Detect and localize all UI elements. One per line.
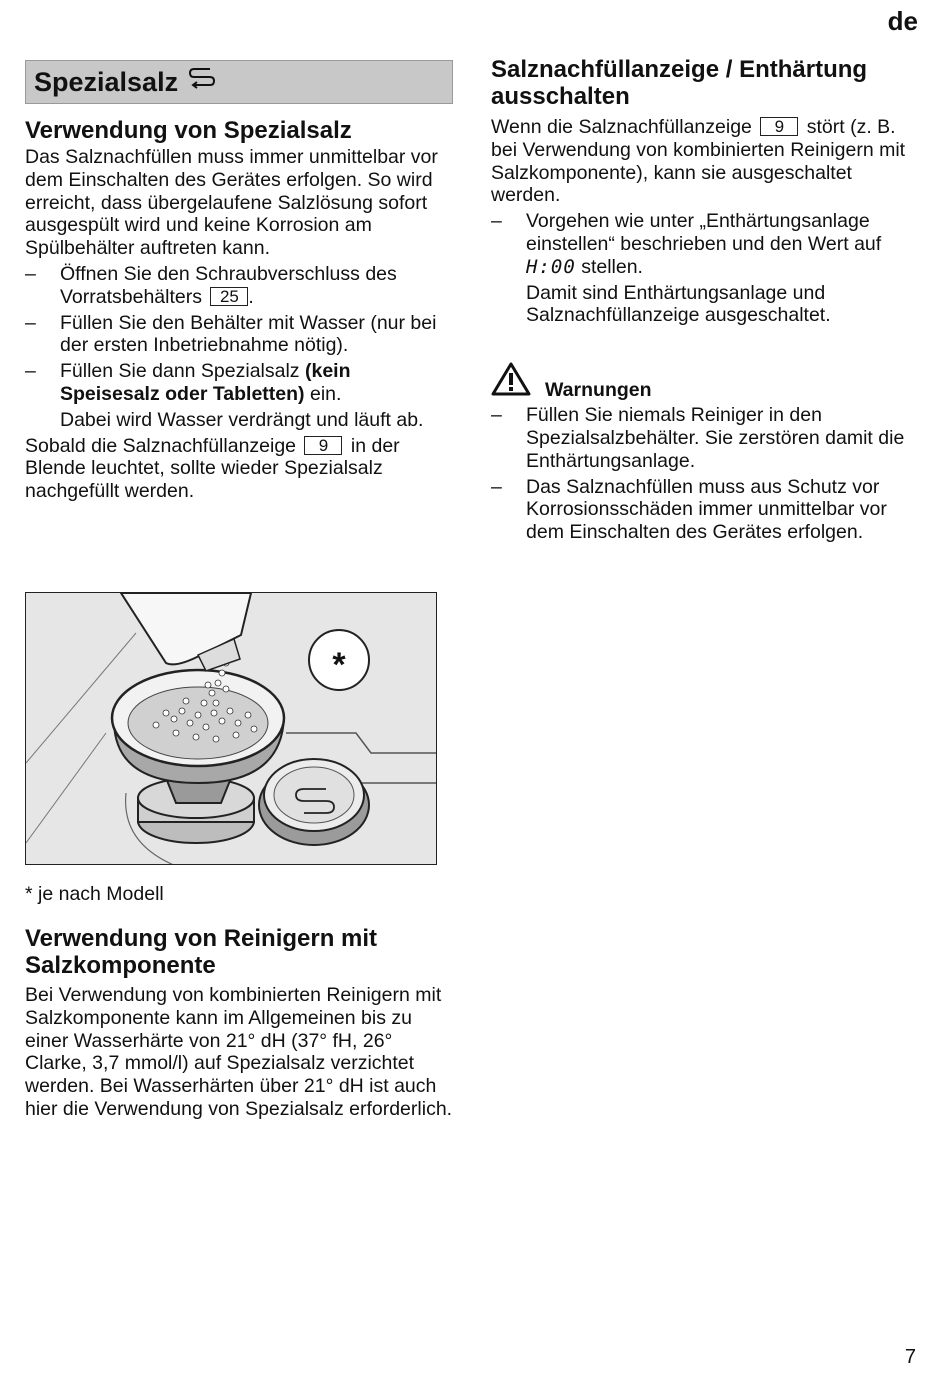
- step-disable-note: Damit sind Enthärtungsanlage und Salznachfüllanzeige ausgeschaltet.: [526, 281, 831, 327]
- warning-item-2: – Das Salznachfüllen muss aus Schutz vor Korrosionsschäden immer unmittelbar vor dem Einschalten des Gerätes erfolgen.: [491, 476, 921, 544]
- step-fill-salt-warning: (kein Speisesalz oder Tabletten): [60, 360, 351, 405]
- cleaner-body: Bei Verwendung von kombinierten Reinigern mit Salzkomponente kann im Allgemeinen bis zu einer Wasserhärte von 21° dH (37° fH, 26° Clarke, 3,7 mmol/l) auf Spezialsalz verzichtet werden. Bei Wasserhärten über 21° dH ist auch hier die Verwendung von Spezialsalz erforderlich.: [25, 984, 453, 1120]
- refill-paragraph: [25, 435, 453, 503]
- page-number: 7: [904, 1346, 916, 1368]
- step-fill-water: – Füllen Sie den Behälter mit Wasser (nur bei der ersten Inbetriebnahme nötig).: [25, 312, 453, 358]
- salt-refill-icon: [188, 66, 216, 99]
- section-title: Spezialsalz: [34, 66, 179, 97]
- intro-paragraph: Das Salznachfüllen muss immer unmittelbar vor dem Einschalten des Gerätes erfolgen. So wird erreicht, dass übergelaufene Salzlösung sofort ausgespült wird und keine Korrosion am Spülbehälter auftreten kann.: [25, 146, 438, 260]
- step-disable-pre: Vorgehen wie unter „Enthärtungsanlage einstellen“ beschrieben und den Wert auf: [526, 210, 882, 255]
- footnote: * je nach Modell: [25, 883, 164, 905]
- right-intro-post: stört (z. B. bei Verwendung von kombinierten Reinigern mit Salzkomponente), kann sie ausgeschaltet werden.: [491, 116, 906, 207]
- warning-title: Warnungen: [545, 379, 652, 402]
- ref-box-9: 9: [304, 436, 342, 455]
- section-title-box: [25, 60, 453, 104]
- left-column: [25, 60, 453, 503]
- illustration-drawing: [26, 593, 437, 865]
- step-disable-post: stellen.: [581, 255, 643, 278]
- step-fill-salt-post: ein.: [309, 382, 342, 405]
- step-open-cap: [25, 263, 453, 309]
- refill-pre: Sobald die Salznachfüllanzeige: [25, 434, 297, 457]
- language-code: de: [887, 6, 918, 36]
- display-value: H:00: [526, 255, 576, 278]
- ref-box-9-right: 9: [760, 117, 798, 136]
- right-title: Salznachfüllanzeige / Enthärtung ausschalten: [491, 56, 868, 110]
- right-intro-pre: Wenn die Salznachfüllanzeige: [491, 116, 752, 138]
- warning-icon: [491, 362, 531, 402]
- ref-box-25: 25: [210, 287, 248, 306]
- warning-header: [491, 362, 921, 402]
- step-open-cap-text: Öffnen Sie den Schraubverschluss des Vorratsbehälters: [60, 262, 397, 308]
- refill-post: in der Blende leuchtet, sollte wieder Spezialsalz nachgefüllt werden.: [25, 434, 400, 503]
- illustration-marker: *: [332, 646, 346, 684]
- subsection-title: Verwendung von Spezialsalz: [25, 117, 352, 144]
- step-fill-salt-pre: Füllen Sie dann Spezialsalz: [60, 360, 300, 383]
- cleaner-section: [25, 925, 453, 1121]
- cleaner-title: Verwendung von Reinigern mit Salzkomponente: [25, 925, 378, 979]
- right-intro: [491, 116, 921, 207]
- step-fill-salt-note: Dabei wird Wasser verdrängt und läuft ab.: [60, 408, 424, 431]
- step-fill-salt: [25, 360, 453, 406]
- right-column: [491, 56, 921, 544]
- step-open-cap-end: .: [248, 285, 254, 308]
- step-disable-display: [491, 210, 921, 278]
- warning-item-1: – Füllen Sie niemals Reiniger in den Spezialsalzbehälter. Sie zerstören damit die Enthärtungsanlage.: [491, 404, 921, 472]
- salt-refill-illustration: [25, 592, 437, 865]
